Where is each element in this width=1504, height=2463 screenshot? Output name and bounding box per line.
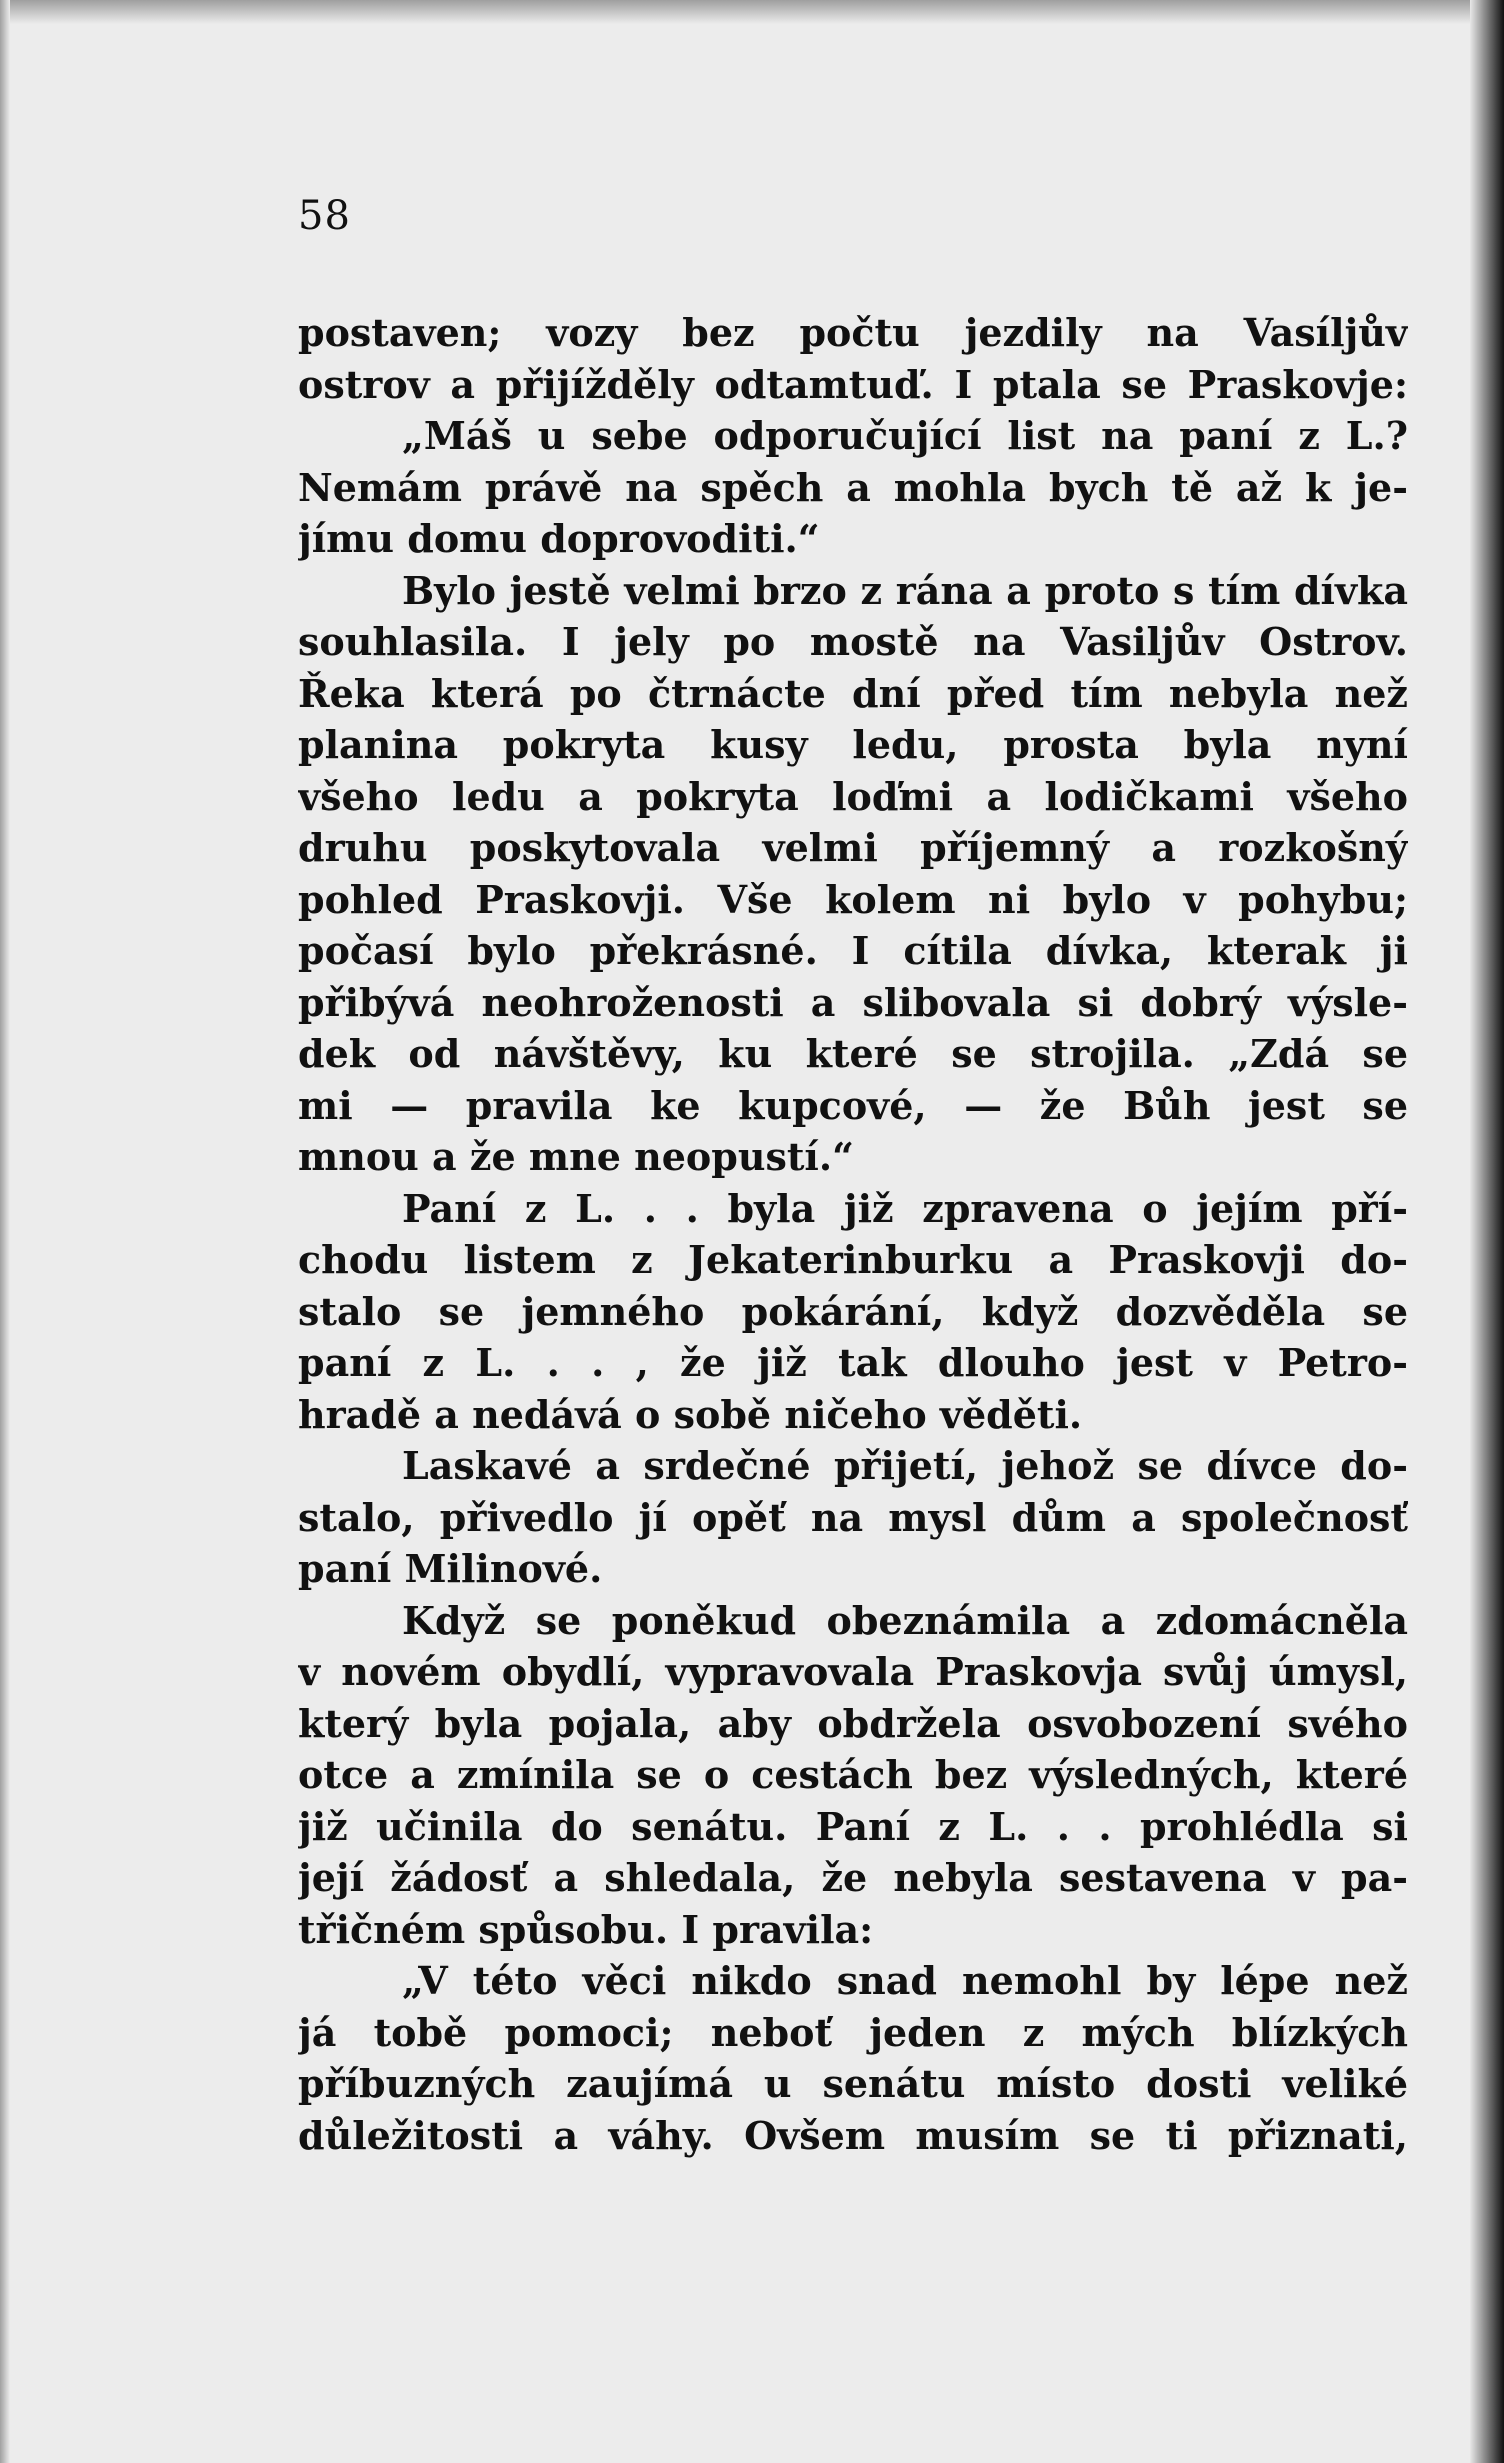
text-line: „V této věci nikdo snad nemohl by lépe než <box>402 1958 1408 2003</box>
text-line: paní z L. . . , že již tak dlouho jest v Petro- <box>298 1340 1408 1385</box>
text-line: otce a zmínila se o cestách bez výsledných, které <box>298 1752 1408 1797</box>
text-line: stalo, přivedlo jí opěť na mysl dům a společnosť <box>298 1494 1408 1540</box>
text-line: dek od návštěvy, ku které se strojila. „Zdá se <box>298 1031 1408 1076</box>
text-line: třičném spůsobu. I pravila: <box>298 1906 874 1952</box>
text-line: souhlasila. I jely po mostě na Vasiljův Ostrov. <box>298 619 1408 664</box>
text-line: já tobě pomoci; neboť jeden z mých blízkých <box>298 2009 1408 2055</box>
text-line: všeho ledu a pokryta loďmi a lodičkami všeho <box>298 773 1408 819</box>
text-line: paní Milinové. <box>298 1546 603 1591</box>
text-line: její žádosť a shledala, že nebyla sestavena v pa- <box>298 1855 1408 1900</box>
page-right-edge <box>1470 0 1504 2463</box>
text-line: přibývá neohroženosti a slibovala si dobrý výsle- <box>298 979 1408 1025</box>
text-line: mnou a že mne neopustí.“ <box>298 1134 854 1179</box>
text-line: Paní z L. . . byla již zpravena o jejím pří- <box>402 1185 1408 1231</box>
text-line: chodu listem z Jekaterinburku a Praskovji do- <box>298 1237 1408 1282</box>
text-line: jímu domu doprovoditi.“ <box>298 516 820 561</box>
text-line: „Máš u sebe odporučující list na paní z L.? <box>402 413 1408 458</box>
text-line: v novém obydlí, vypravovala Praskovja svůj úmysl, <box>298 1649 1408 1694</box>
text-line: Bylo jestě velmi brzo z rána a proto s tím dívka <box>402 567 1408 613</box>
text-line: hradě a nedává o sobě ničeho věděti. <box>298 1391 1083 1437</box>
text-line: druhu poskytovala velmi příjemný a rozkošný <box>298 825 1408 870</box>
text-line: příbuzných zaujímá u senátu místo dosti veliké <box>298 2061 1408 2106</box>
text-line: Když se poněkud obeznámila a zdomácněla <box>402 1597 1408 1643</box>
text-line: důležitosti a váhy. Ovšem musím se ti přiznati, <box>298 2112 1408 2158</box>
text-line: Řeka která po čtrnácte dní před tím nebyla než <box>298 670 1408 716</box>
text-line: mi — pravila ke kupcové, — že Bůh jest se <box>298 1082 1408 1128</box>
page-top-edge <box>0 0 1504 24</box>
text-line: pohled Praskovji. Vše kolem ni bylo v pohybu; <box>298 876 1408 922</box>
page-number: 58 <box>298 193 351 239</box>
text-line: který byla pojala, aby obdržela osvobození svého <box>298 1700 1408 1746</box>
body-text <box>298 307 1408 2161</box>
text-line: postaven; vozy bez počtu jezdily na Vasíljův <box>298 310 1408 355</box>
text-line: stalo se jemného pokárání, když dozvěděla se <box>298 1288 1408 1334</box>
text-line: Laskavé a srdečné přijetí, jehož se dívce do- <box>402 1443 1408 1488</box>
page-left-edge <box>0 0 10 2463</box>
text-line: planina pokryta kusy ledu, prosta byla nyní <box>298 722 1408 767</box>
text-line: již učinila do senátu. Paní z L. . . prohlédla si <box>298 1803 1408 1849</box>
text-line: počasí bylo překrásné. I cítila dívka, kterak ji <box>298 928 1408 973</box>
text-line: ostrov a přijížděly odtamtuď. I ptala se Praskovje: <box>298 361 1408 407</box>
text-line: Nemám právě na spěch a mohla bych tě až k je- <box>298 464 1408 510</box>
